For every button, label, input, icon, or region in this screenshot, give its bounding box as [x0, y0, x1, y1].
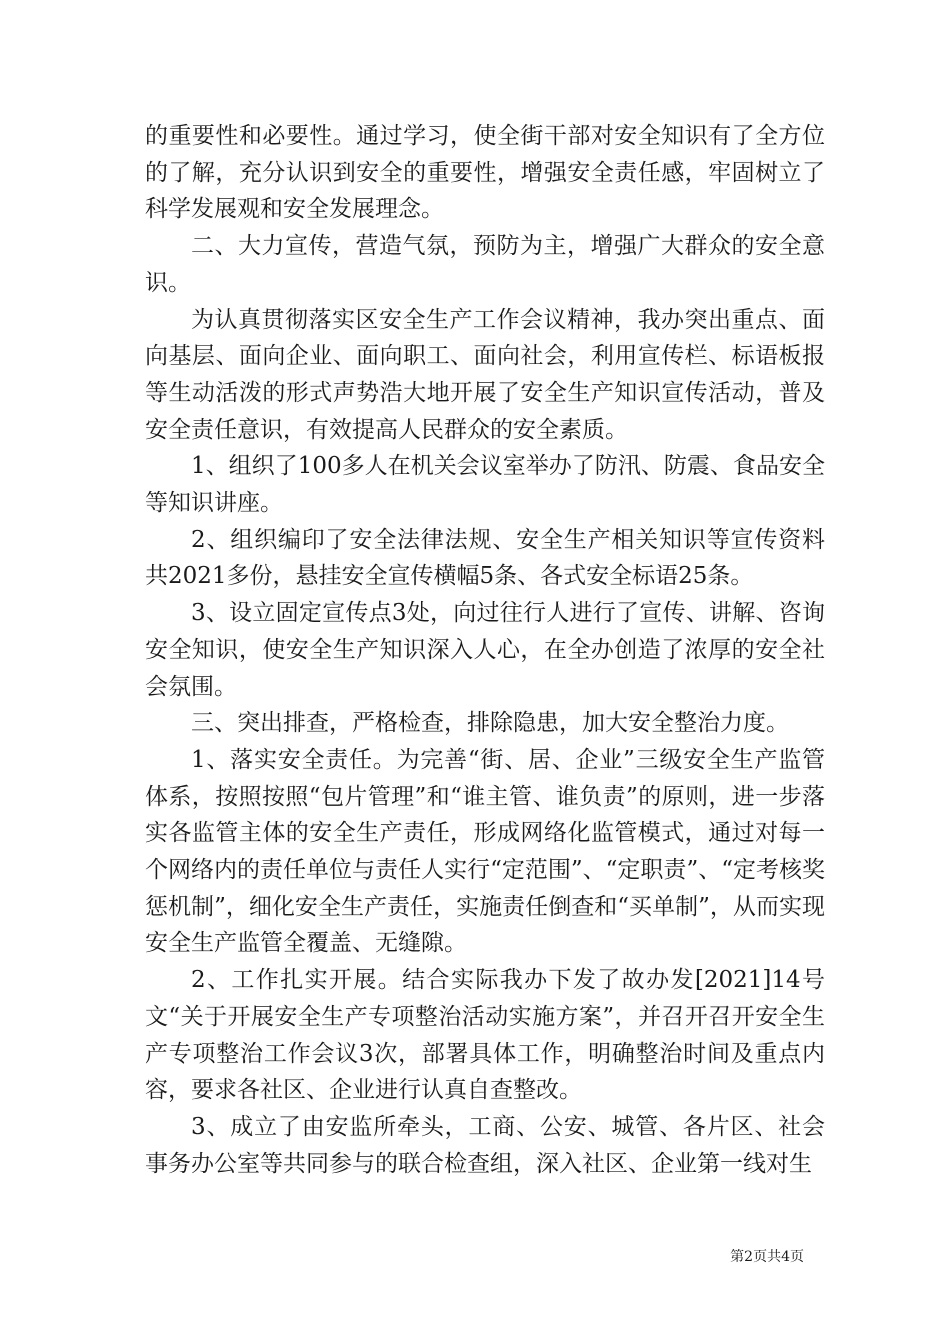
paragraph-8: 1、落实安全责任。为完善“街、居、企业”三级安全生产监管体系，按照按照“包片管理”和“谁主管、谁负责”的原则，进一步落实各监管主体的安全生产责任，形成网络化监管模式，通过对每一个网络内的责任单位与责任人实行“定范围”、“定职责”、“定考核奖惩机制”，细化安全生产责任，实施责任倒查和“买单制”，从而实现安全生产监管全覆盖、无缝隙。 — [145, 746, 825, 957]
paragraph-1: 的重要性和必要性。通过学习，使全街干部对安全知识有了全方位的了解，充分认识到安全的重要性，增强安全责任感，牢固树立了科学发展观和安全发展理念。 — [145, 123, 825, 223]
paragraph-10: 3、成立了由安监所牵头，工商、公安、城管、各片区、社会事务办公室等共同参与的联合检查组，深入社区、企业第一线对生 — [145, 1113, 825, 1177]
page-number-footer: 第2页共4页 — [730, 1249, 804, 1265]
paragraph-2: 二、大力宣传，营造气氛，预防为主，增强广大群众的安全意识。 — [145, 233, 825, 296]
paragraph-4: 1、组织了100多人在机关会议室举办了防汛、防震、食品安全等知识讲座。 — [145, 453, 825, 517]
paragraph-9: 2、工作扎实开展。结合实际我办下发了故办发[2021]14号文“关于开展安全生产专项整治活动实施方案”，并召开召开安全生产专项整治工作会议3次，部署具体工作，明确整治时间及重点内容，要求各社区、企业进行认真自查整改。 — [145, 967, 825, 1104]
document-body — [145, 118, 825, 1182]
paragraph-7: 三、突出排查，严格检查，排除隐患，加大安全整治力度。 — [191, 710, 789, 737]
paragraph-3: 为认真贯彻落实区安全生产工作会议精神，我办突出重点、面向基层、面向企业、面向职工、面向社会，利用宣传栏、标语板报等生动活泼的形式声势浩大地开展了安全生产知识宣传活动，普及安全责任意识，有效提高人民群众的安全素质。 — [145, 306, 825, 443]
paragraph-6: 3、设立固定宣传点3处，向过往行人进行了宣传、讲解、咨询安全知识，使安全生产知识深入人心，在全办创造了浓厚的安全社会氛围。 — [145, 600, 825, 700]
paragraph-5: 2、组织编印了安全法律法规、安全生产相关知识等宣传资料共2021多份，悬挂安全宣传横幅5条、各式安全标语25条。 — [145, 526, 825, 590]
